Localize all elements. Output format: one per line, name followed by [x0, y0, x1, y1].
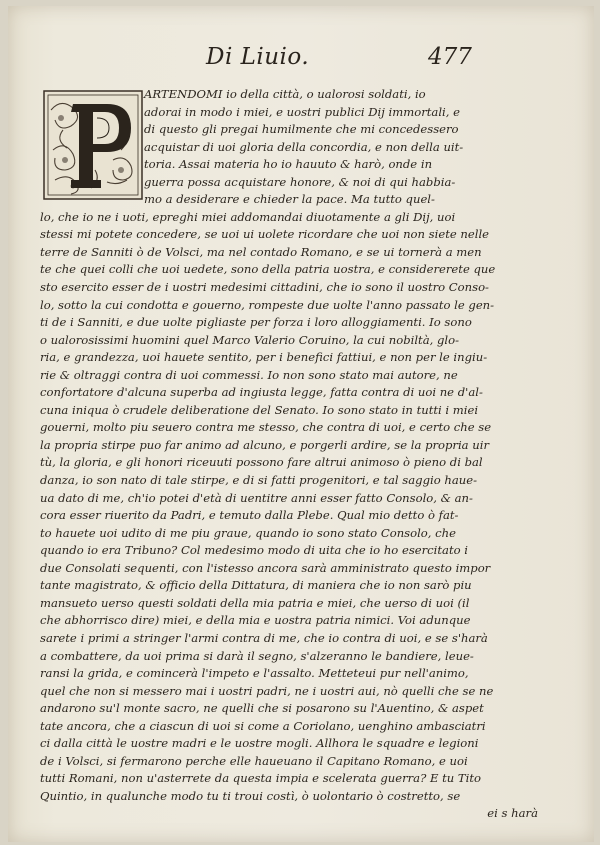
text-line: mansueto uerso questi soldati della mia patria e miei, che uerso di uoi (il — [40, 595, 470, 610]
text-line: guerra possa acquistare honore, & noi di qui habbia- — [144, 174, 456, 189]
text-line: di questo gli pregai humilmente che mi concedessero — [144, 122, 459, 137]
text-line: te che quei colli che uoi uedete, sono della patria uostra, e considererete que — [40, 262, 496, 277]
text-line: rie & oltraggi contra di uoi commessi. Io non sono stato mai autore, ne — [40, 367, 458, 382]
text-line: confortatore d'alcuna superba ad ingiusta legge, fatta contra di uoi ne d'al- — [40, 385, 483, 400]
text-line: adorai in modo i miei, e uostri publici Dij immortali, e — [144, 104, 460, 119]
text-line: tù, la gloria, e gli honori riceuuti possono fare altrui animoso ò pieno di bal — [40, 455, 483, 470]
book-page — [8, 6, 594, 842]
text-line: ransi la grida, e comincerà l'impeto e l'assalto. Metteteui pur nell'animo, — [40, 666, 469, 681]
text-line: che abhorrisco dire) miei, e della mia e uostra patria nimici. Voi adunque — [40, 613, 471, 628]
text-line: terre de Sanniti ò de Volsci, ma nel contado Romano, e se ui tornerà a men — [40, 244, 482, 259]
text-line: de i Volsci, si fermarono perche elle haueuano il Capitano Romano, e uoi — [40, 753, 468, 768]
text-line: cuna iniqua ò crudele deliberatione del Senato. Io sono stato in tutti i miei — [40, 402, 479, 417]
text-line: danza, io son nato di tale stirpe, e di si fatti progenitori, e tal saggio haue- — [40, 473, 477, 488]
text-line: stessi mi potete concedere, se uoi ui uolete ricordare che uoi non siete nelle — [40, 227, 490, 242]
text-line: o ualorosissimi huomini quel Marco Valerio Coruino, la cui nobiltà, glo- — [40, 332, 460, 347]
text-line: due Consolati sequenti, con l'istesso ancora sarà amministrato questo impor — [40, 560, 491, 575]
catchword: ei s harà — [487, 806, 538, 821]
text-line: acquistar di uoi gloria della concordia, e non della uit- — [144, 139, 464, 154]
text-line: tante magistrato, & officio della Dittatura, di maniera che io non sarò piu — [40, 578, 472, 593]
text-line: lo, che io ne i uoti, epreghi miei addomandai diuotamente a gli Dij, uoi — [40, 209, 456, 224]
text-line: quando io era Tribuno? Col medesimo modo di uita che io ho esercitato i — [40, 543, 468, 558]
text-line: andarono su'l monte sacro, ne quelli che si posarono su l'Auentino, & aspet — [40, 701, 484, 716]
text-line: cora esser riuerito da Padri, e temuto dalla Plebe. Qual mio detto ò fat- — [40, 508, 459, 523]
page-number: 477 — [428, 44, 472, 70]
text-line: sarete i primi a stringer l'armi contra di me, che io contra di uoi, e se s'harà — [40, 630, 488, 645]
text-line: tutti Romani, non u'asterrete da questa impia e scelerata guerra? E tu Tito — [40, 771, 482, 786]
text-line: gouerni, molto piu seuero contra me stesso, che contra di uoi, e certo che se — [40, 420, 492, 435]
text-line: ci dalla città le uostre madri e le uostre mogli. Allhora le squadre e legioni — [40, 736, 479, 751]
text-line: a combattere, da uoi prima si darà il segno, s'alzeranno le bandiere, leue- — [40, 648, 474, 663]
text-line: mo a desiderare e chieder la pace. Ma tutto quel- — [144, 192, 435, 207]
text-line: tate ancora, che a ciascun di uoi si come a Coriolano, uenghino ambasciatri — [40, 718, 486, 733]
text-line: toria. Assai materia ho io hauuto & harò, onde in — [144, 157, 433, 172]
text-line: ria, e grandezza, uoi hauete sentito, per i benefici fattiui, e non per le ingiu- — [40, 350, 488, 365]
main-text — [40, 86, 548, 823]
text-line: la propria stirpe puo far animo ad alcuno, e porgerli ardire, se la propria uir — [40, 437, 489, 452]
text-line: ti de i Sanniti, e due uolte pigliaste per forza i loro alloggiamenti. Io sono — [40, 315, 472, 330]
text-line: lo, sotto la cui condotta e gouerno, rompeste due uolte l'anno passato le gen- — [40, 297, 495, 312]
text-line: to hauete uoi udito di me piu graue, quando io sono stato Consolo, che — [40, 525, 456, 540]
text-line: Quintio, in qualunche modo tu ti troui costì, ò uolontario ò costretto, se — [40, 788, 461, 803]
text-line: sto esercito esser de i uostri medesimi cittadini, che io sono il uostro Conso- — [40, 280, 489, 295]
text-line: quel che non si messero mai i uostri padri, ne i uostri aui, nò quelli che se ne — [40, 683, 494, 698]
text-line: ARTENDOMI io della città, o ualorosi soldati, io — [144, 87, 426, 101]
running-title: Di Liuio. — [206, 44, 310, 70]
text-line: ua dato di me, ch'io potei d'età di uentitre anni esser fatto Consolo, & an- — [40, 490, 473, 505]
